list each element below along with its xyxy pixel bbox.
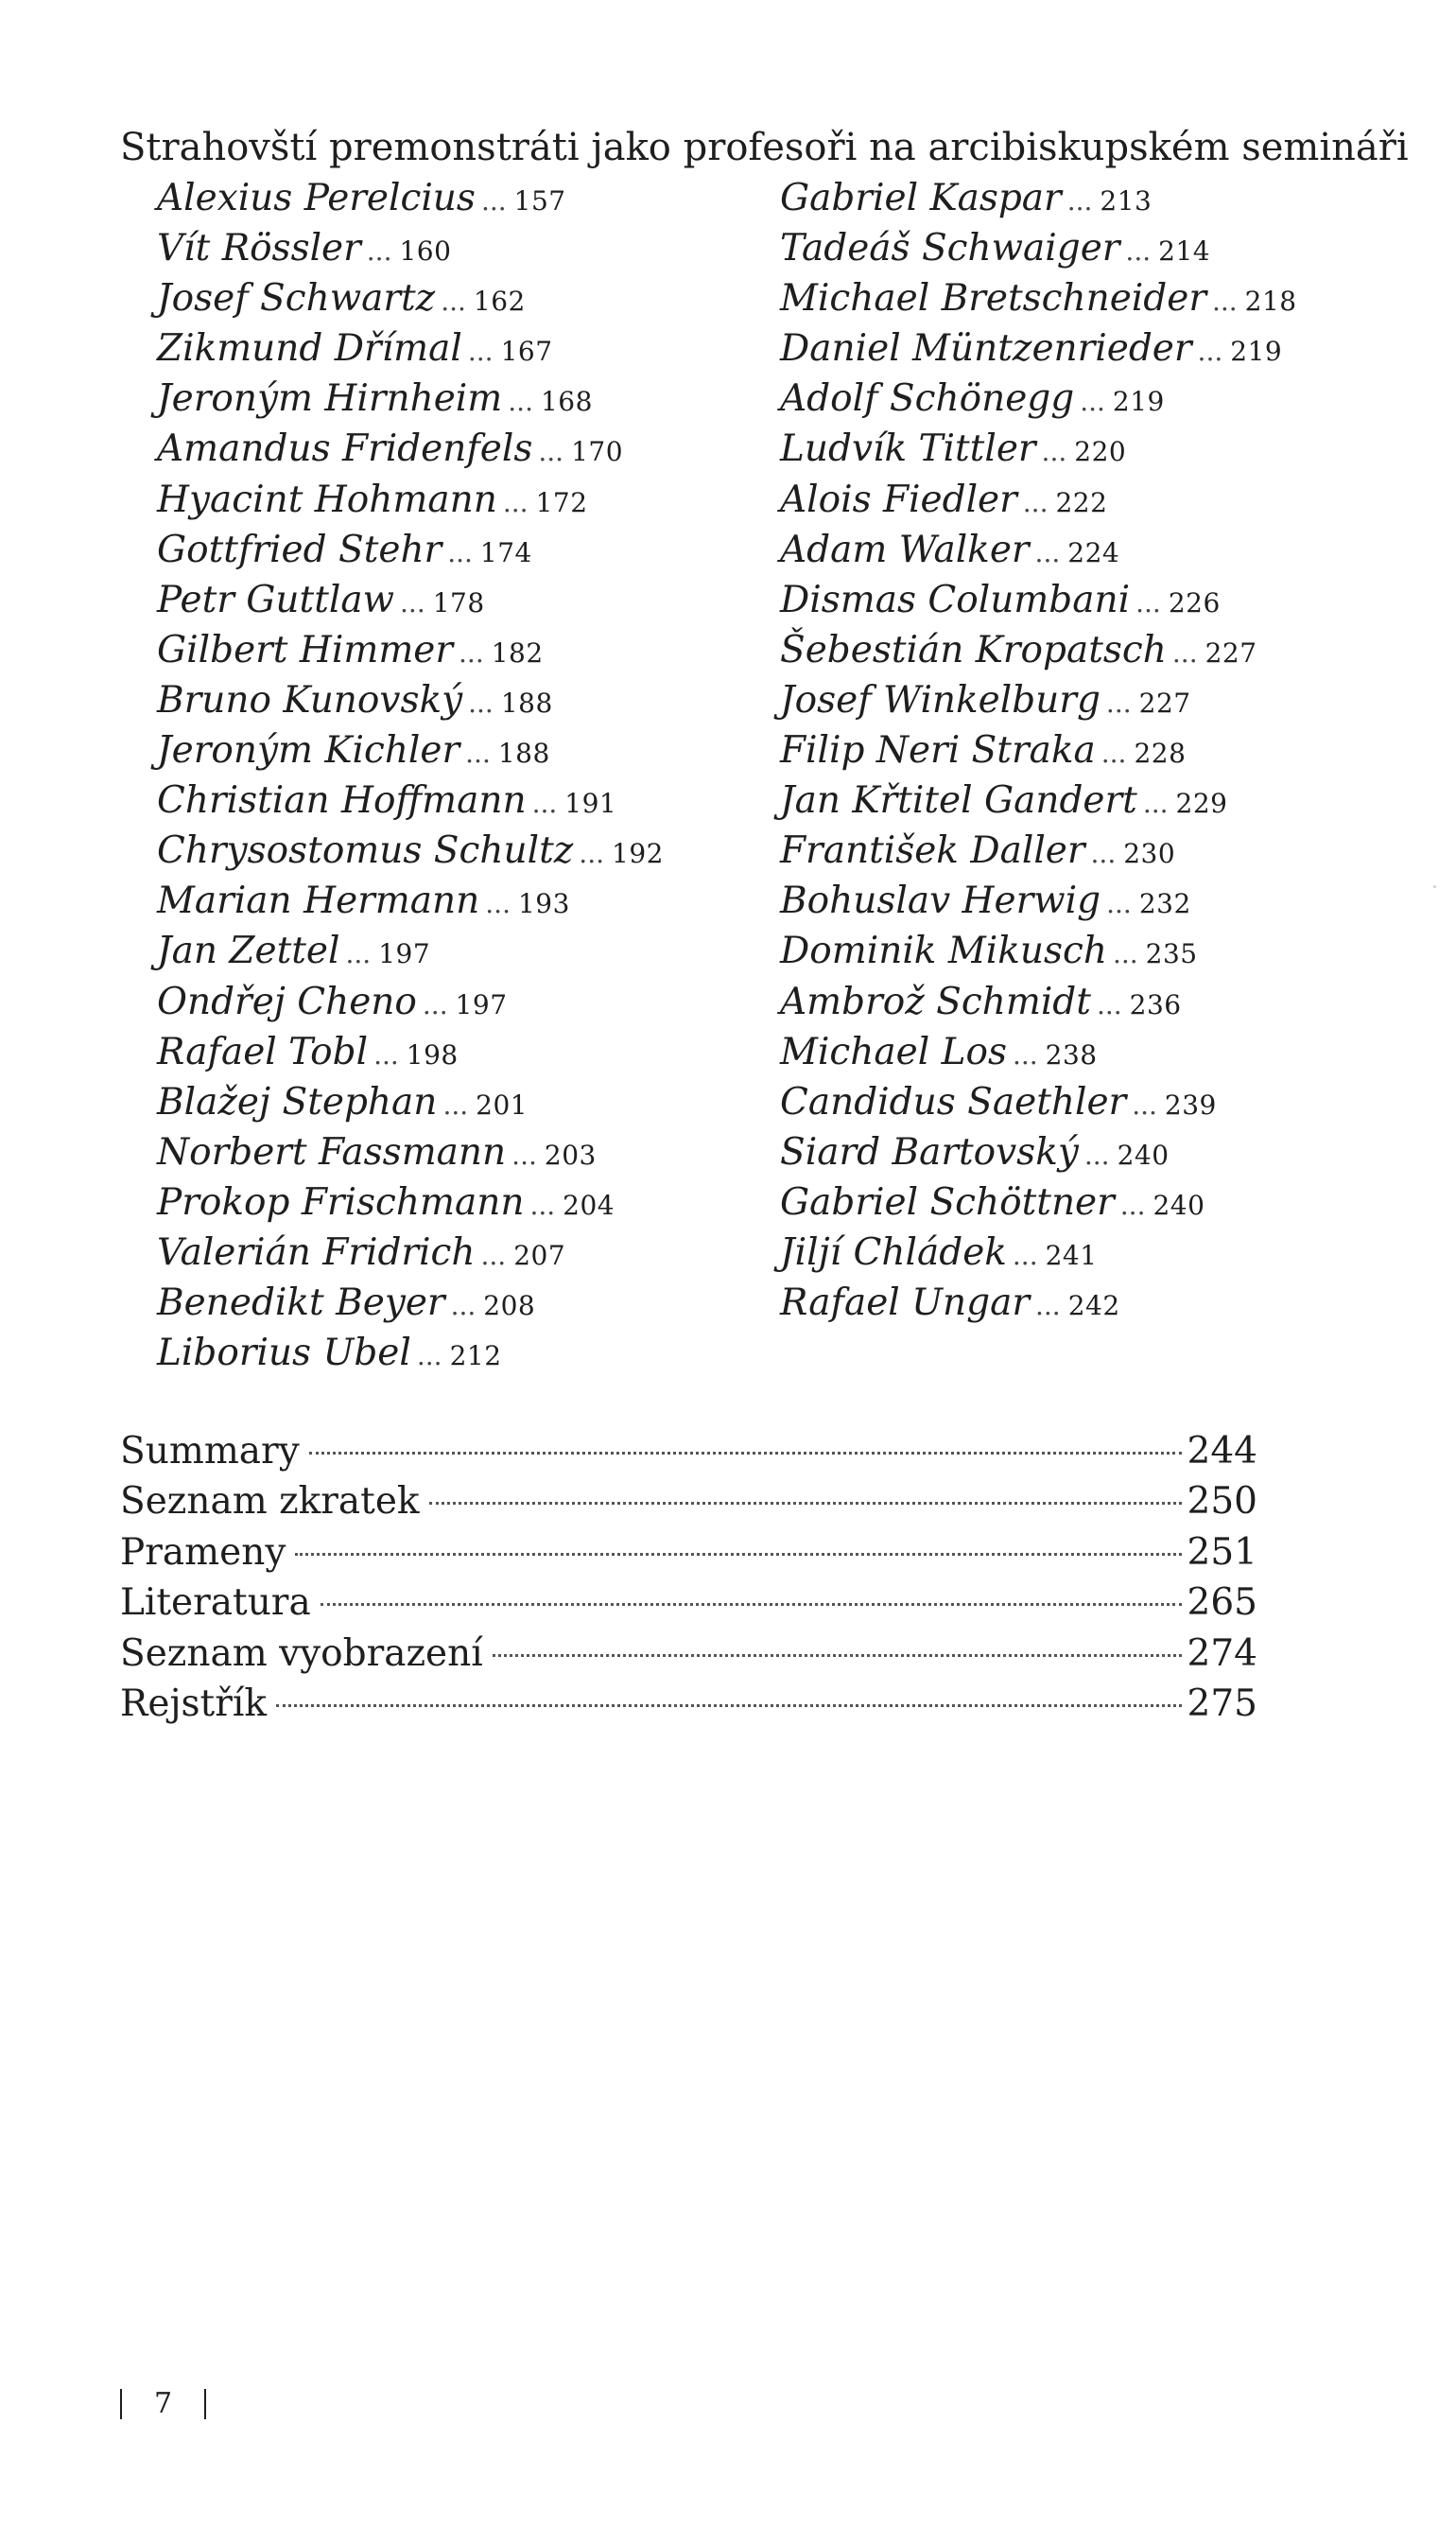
entry-name: Prokop Frischmann <box>157 1180 525 1224</box>
entry-name: Jeroným Kichler <box>157 729 460 773</box>
entry-page: 226 <box>1168 586 1221 619</box>
toc-entry <box>780 776 1297 826</box>
entry-name: Blažej Stephan <box>157 1080 438 1124</box>
entry-name: Josef Winkelburg <box>780 678 1101 722</box>
toc-entry <box>780 1127 1297 1177</box>
entry-name: Gilbert Himmer <box>157 628 454 671</box>
entry-separator: ... <box>480 1239 507 1271</box>
entry-name: Gabriel Kaspar <box>780 177 1062 219</box>
entry-page: 160 <box>399 235 452 268</box>
entry-page: 204 <box>563 1189 615 1221</box>
entry-name: Gabriel Schöttner <box>780 1180 1115 1224</box>
entry-name: Ambrož Schmidt <box>780 980 1091 1023</box>
toc-entry <box>780 1177 1297 1228</box>
toc-entry <box>780 725 1297 776</box>
entry-page: 241 <box>1045 1239 1098 1271</box>
entry-name: Jeroným Hirnheim <box>157 377 503 421</box>
entry-separator: ... <box>447 536 473 568</box>
dot-leader <box>295 1553 1181 1556</box>
toc-entry <box>157 1177 664 1228</box>
entry-page: 201 <box>476 1089 529 1121</box>
entry-name: Siard Bartovský <box>780 1130 1079 1174</box>
entry-separator: ... <box>485 888 511 920</box>
entry-separator: ... <box>1135 586 1161 619</box>
toc-entry <box>157 876 664 926</box>
entry-separator: ... <box>468 687 494 719</box>
toc-entry <box>157 1228 664 1278</box>
toc-entry <box>780 323 1297 374</box>
entry-page: 168 <box>540 386 593 418</box>
entry-page: 229 <box>1175 788 1228 820</box>
entry-separator: ... <box>1101 738 1127 770</box>
toc-page: 275 <box>1187 1682 1257 1725</box>
entry-separator: ... <box>1066 185 1093 217</box>
entry-page: 232 <box>1138 888 1191 920</box>
toc-entry <box>780 575 1297 625</box>
entry-name: Bohuslav Herwig <box>780 880 1101 923</box>
entry-page: 157 <box>513 185 566 217</box>
entry-separator: ... <box>1083 1139 1110 1171</box>
entry-separator: ... <box>531 788 558 820</box>
toc-label: Seznam vyobrazení <box>120 1631 483 1675</box>
entry-page: 227 <box>1205 636 1257 669</box>
toc-page: 251 <box>1187 1530 1257 1574</box>
toc-label: Prameny <box>120 1530 286 1574</box>
dot-leader <box>309 1452 1182 1455</box>
toc-label: Rejstřík <box>120 1682 267 1725</box>
entry-separator: ... <box>1034 536 1061 568</box>
entry-name: Gottfried Stehr <box>157 528 442 571</box>
entry-name: Josef Schwartz <box>157 277 436 321</box>
entry-page: 207 <box>513 1239 566 1271</box>
entry-separator: ... <box>345 938 372 970</box>
toc-entry <box>157 977 664 1027</box>
entry-name: Amandus Fridenfels <box>157 427 533 471</box>
toc-entry <box>780 273 1297 323</box>
entry-separator: ... <box>373 1038 399 1071</box>
entry-name: Filip Neri Straka <box>780 729 1096 773</box>
entry-page: 213 <box>1100 185 1153 217</box>
toc-entry <box>157 223 664 273</box>
toc-entry <box>157 675 664 725</box>
entry-separator: ... <box>1041 436 1067 468</box>
entry-separator: ... <box>467 336 494 368</box>
toc-row <box>120 1426 1257 1476</box>
toc-entry <box>157 273 664 323</box>
toc-entry <box>157 424 664 474</box>
entry-page: 167 <box>500 336 553 368</box>
entry-separator: ... <box>508 386 533 418</box>
toc-entry <box>157 374 664 424</box>
entry-name: Ondřej Cheno <box>157 980 417 1023</box>
toc-entry <box>780 1027 1297 1077</box>
right-column-list <box>780 173 1297 1328</box>
dot-leader <box>429 1502 1182 1505</box>
entry-separator: ... <box>366 235 392 268</box>
entry-separator: ... <box>1142 788 1169 820</box>
entry-separator: ... <box>1012 1239 1038 1271</box>
entry-name: Alexius Perelcius <box>157 177 476 219</box>
toc-entry <box>780 1077 1297 1127</box>
page-number: 7 <box>154 2387 173 2420</box>
entry-name: František Daller <box>780 829 1085 873</box>
toc-entry <box>780 475 1297 525</box>
toc-entry <box>157 1027 664 1077</box>
entry-separator: ... <box>1132 1089 1157 1121</box>
entry-name: Vít Rössler <box>157 227 361 270</box>
dot-leader <box>493 1654 1182 1657</box>
entry-separator: ... <box>441 286 466 318</box>
toc-entry <box>157 1278 664 1328</box>
entry-name: Candidus Saethler <box>780 1080 1127 1124</box>
toc-row <box>120 1679 1257 1729</box>
entry-page: 235 <box>1145 938 1198 970</box>
back-matter-list <box>120 1426 1257 1729</box>
entry-page: 242 <box>1067 1290 1120 1322</box>
toc-entry <box>157 173 664 223</box>
entry-name: Jiljí Chládek <box>780 1230 1007 1274</box>
toc-entry <box>157 575 664 625</box>
entry-separator: ... <box>1211 286 1238 318</box>
entry-name: Ludvík Tittler <box>780 427 1036 471</box>
toc-entry <box>157 1127 664 1177</box>
entry-page: 192 <box>612 838 664 870</box>
entry-page: 172 <box>535 486 588 518</box>
entry-page: 162 <box>473 286 526 318</box>
toc-entry <box>157 323 664 374</box>
toc-row <box>120 1527 1257 1578</box>
toc-entry <box>157 776 664 826</box>
entry-separator: ... <box>1012 1038 1038 1071</box>
entry-separator: ... <box>400 586 425 619</box>
entry-name: Chrysostomus Schultz <box>157 829 574 873</box>
folio-rule-right <box>204 2389 206 2419</box>
toc-entry <box>780 876 1297 926</box>
entry-name: Hyacint Hohmann <box>157 478 497 521</box>
entry-name: Zikmund Dřímal <box>157 327 462 371</box>
entry-separator: ... <box>450 1290 477 1322</box>
entry-page: 220 <box>1074 436 1127 468</box>
entry-page: 198 <box>406 1038 459 1071</box>
entry-name: Michael Los <box>780 1030 1007 1073</box>
toc-entry <box>157 475 664 525</box>
entry-separator: ... <box>480 185 507 217</box>
entry-page: 188 <box>497 738 550 770</box>
toc-entry <box>780 1228 1297 1278</box>
entry-name: Liborius Ubel <box>157 1332 411 1375</box>
entry-page: 219 <box>1230 336 1283 368</box>
section-heading: Strahovští premonstráti jako profesoři na arcibiskupském semináři <box>120 126 1409 169</box>
entry-page: 228 <box>1134 738 1187 770</box>
scan-speck <box>1433 885 1436 888</box>
entry-separator: ... <box>459 636 484 669</box>
toc-entry <box>157 525 664 575</box>
entry-page: 227 <box>1138 687 1191 719</box>
entry-separator: ... <box>1197 336 1223 368</box>
entry-page: 222 <box>1055 486 1108 518</box>
entry-page: 182 <box>491 636 544 669</box>
entry-separator: ... <box>1106 888 1132 920</box>
entry-name: Šebestián Kropatsch <box>780 628 1167 671</box>
entry-page: 224 <box>1067 536 1120 568</box>
folio-rule-left <box>120 2389 122 2419</box>
entry-separator: ... <box>538 436 564 468</box>
toc-entry <box>780 173 1297 223</box>
entry-page: 236 <box>1129 988 1182 1020</box>
dot-leader <box>321 1603 1182 1606</box>
entry-separator: ... <box>529 1189 556 1221</box>
entry-name: Dismas Columbani <box>780 578 1131 621</box>
entry-page: 174 <box>479 536 532 568</box>
toc-entry <box>157 826 664 876</box>
toc-entry <box>780 977 1297 1027</box>
entry-page: 239 <box>1164 1089 1217 1121</box>
entry-name: Petr Guttlaw <box>157 578 395 621</box>
entry-name: Norbert Fassmann <box>157 1130 507 1174</box>
entry-separator: ... <box>502 486 529 518</box>
toc-page: 274 <box>1187 1631 1257 1675</box>
entry-separator: ... <box>416 1340 442 1372</box>
entry-separator: ... <box>1171 636 1198 669</box>
toc-entry <box>157 926 664 976</box>
toc-row <box>120 1578 1257 1628</box>
entry-page: 193 <box>517 888 570 920</box>
entry-separator: ... <box>422 988 448 1020</box>
entry-separator: ... <box>1112 938 1138 970</box>
entry-separator: ... <box>1022 486 1049 518</box>
toc-entry <box>780 625 1297 675</box>
entry-page: 203 <box>544 1139 597 1171</box>
toc-page: 265 <box>1187 1581 1257 1625</box>
entry-name: Valerián Fridrich <box>157 1230 476 1274</box>
entry-name: Alois Fiedler <box>780 478 1017 521</box>
entry-name: Michael Bretschneider <box>780 277 1206 321</box>
entry-separator: ... <box>579 838 604 870</box>
entry-page: 240 <box>1117 1139 1170 1171</box>
entry-separator: ... <box>1090 838 1117 870</box>
toc-label: Seznam zkratek <box>120 1480 420 1524</box>
entry-name: Christian Hoffmann <box>157 779 527 823</box>
entry-name: Tadeáš Schwaiger <box>780 227 1120 270</box>
toc-entry <box>157 725 664 776</box>
entry-name: Jan Křtitel Gandert <box>780 779 1137 823</box>
toc-page: 250 <box>1187 1480 1257 1524</box>
entry-page: 197 <box>378 938 431 970</box>
entry-name: Daniel Müntzenrieder <box>780 327 1192 371</box>
entry-name: Adam Walker <box>780 528 1030 571</box>
entry-name: Adolf Schönegg <box>780 377 1075 421</box>
entry-name: Jan Zettel <box>157 930 340 973</box>
entry-name: Rafael Ungar <box>780 1281 1030 1325</box>
toc-entry <box>780 1278 1297 1328</box>
toc-entry <box>780 424 1297 474</box>
entry-page: 191 <box>564 788 617 820</box>
entry-separator: ... <box>1035 1290 1061 1322</box>
entry-name: Marian Hermann <box>157 880 480 923</box>
entry-page: 188 <box>500 687 553 719</box>
entry-page: 219 <box>1112 386 1165 418</box>
toc-entry <box>780 223 1297 273</box>
toc-entry <box>780 826 1297 876</box>
entry-page: 240 <box>1153 1189 1205 1221</box>
entry-separator: ... <box>1105 687 1132 719</box>
entry-separator: ... <box>1119 1189 1146 1221</box>
entry-page: 170 <box>571 436 624 468</box>
entry-page: 214 <box>1158 235 1211 268</box>
toc-label: Summary <box>120 1430 300 1473</box>
toc-entry <box>780 374 1297 424</box>
entry-separator: ... <box>442 1089 469 1121</box>
entry-page: 208 <box>483 1290 536 1322</box>
toc-entry <box>780 926 1297 976</box>
entry-page: 197 <box>455 988 508 1020</box>
toc-row <box>120 1476 1257 1526</box>
toc-entry <box>780 525 1297 575</box>
entry-separator: ... <box>1080 386 1105 418</box>
toc-entry <box>157 1077 664 1127</box>
entry-page: 218 <box>1244 286 1297 318</box>
entry-name: Dominik Mikusch <box>780 930 1107 973</box>
dot-leader <box>276 1704 1182 1707</box>
entry-separator: ... <box>1125 235 1152 268</box>
toc-row <box>120 1629 1257 1679</box>
entry-separator: ... <box>465 738 491 770</box>
left-column-list <box>157 173 664 1378</box>
entry-separator: ... <box>1096 988 1122 1020</box>
entry-name: Rafael Tobl <box>157 1030 369 1073</box>
toc-entry <box>780 675 1297 725</box>
page-folio <box>120 2383 206 2425</box>
entry-name: Benedikt Beyer <box>157 1281 445 1325</box>
toc-entry <box>157 625 664 675</box>
entry-separator: ... <box>511 1139 537 1171</box>
entry-page: 178 <box>432 586 485 619</box>
entry-page: 238 <box>1045 1038 1098 1071</box>
entry-page: 212 <box>449 1340 502 1372</box>
entry-name: Bruno Kunovský <box>157 678 463 722</box>
entry-page: 230 <box>1123 838 1176 870</box>
toc-entry <box>157 1328 664 1378</box>
toc-label: Literatura <box>120 1581 311 1625</box>
toc-page: 244 <box>1187 1430 1257 1473</box>
